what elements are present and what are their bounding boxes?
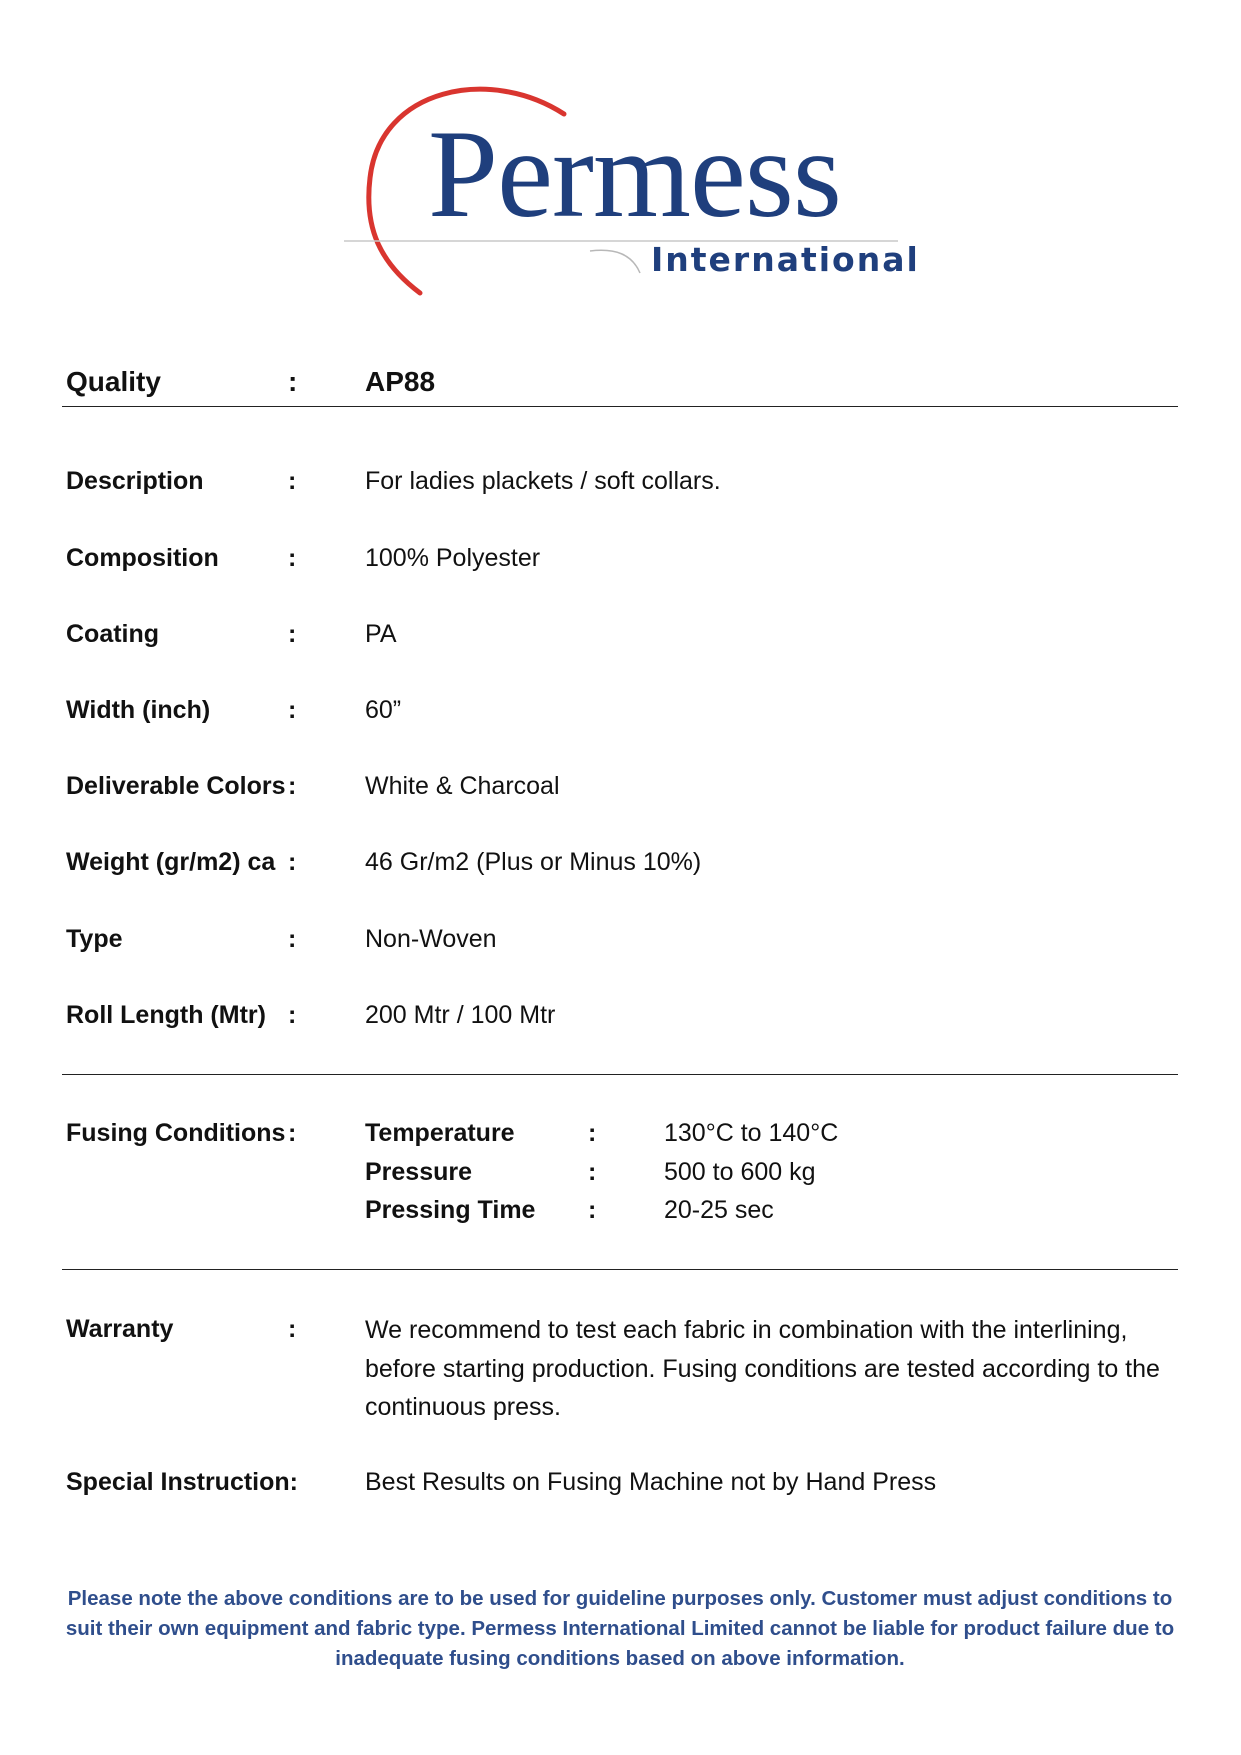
spec-row-width: [0, 692, 1241, 728]
special-instruction-row: [0, 1464, 1241, 1500]
warranty-label: Warranty: [66, 1315, 174, 1343]
spec-value: 60”: [365, 696, 402, 724]
spec-value: White & Charcoal: [365, 772, 560, 800]
fusing-item-label: Pressing Time: [365, 1196, 536, 1224]
divider-middle: [62, 1074, 1178, 1075]
spec-row-coating: [0, 616, 1241, 652]
quality-value: AP88: [365, 366, 436, 397]
fusing-item-colon: :: [588, 1119, 597, 1147]
quality-label: Quality: [66, 366, 161, 397]
spec-colon: :: [288, 696, 297, 724]
spec-label: Description: [66, 467, 204, 495]
logo-name: Permess: [428, 105, 841, 244]
special-instruction-label: Special Instruction:: [66, 1468, 298, 1496]
divider-top: [62, 406, 1178, 407]
spec-label: Coating: [66, 620, 160, 648]
quality-colon: :: [288, 366, 298, 397]
spec-label: Roll Length (Mtr): [66, 1001, 266, 1029]
fusing-item-colon: :: [588, 1158, 597, 1186]
quality-row: [0, 364, 1241, 400]
fusing-row: [0, 1115, 1241, 1151]
spec-label: Deliverable Colors: [66, 772, 286, 800]
fusing-colon: :: [288, 1119, 297, 1147]
fusing-label: Fusing Conditions: [66, 1119, 286, 1147]
spec-label: Width (inch): [66, 696, 211, 724]
spec-colon: :: [288, 467, 297, 495]
special-instruction-text: Best Results on Fusing Machine not by Hand Press: [365, 1468, 937, 1496]
spec-colon: :: [288, 1001, 297, 1029]
spec-label: Type: [66, 925, 123, 953]
fusing-item-value: 500 to 600 kg: [664, 1158, 816, 1186]
spec-label: Weight (gr/m2) ca: [66, 848, 276, 876]
spec-colon: :: [288, 544, 297, 572]
spec-value: For ladies plackets / soft collars.: [365, 467, 721, 495]
spec-colon: :: [288, 848, 297, 876]
fusing-item-label: Temperature: [365, 1119, 515, 1147]
spec-value: Non-Woven: [365, 925, 497, 953]
spec-row-description: [0, 463, 1241, 499]
spec-row-composition: [0, 540, 1241, 576]
spec-value: 46 Gr/m2 (Plus or Minus 10%): [365, 848, 702, 876]
spec-colon: :: [288, 772, 297, 800]
spec-row-type: [0, 921, 1241, 957]
fusing-item-colon: :: [588, 1196, 597, 1224]
spec-row-weight: [0, 844, 1241, 880]
spec-label: Composition: [66, 544, 219, 572]
spec-row-roll-length: [0, 997, 1241, 1033]
warranty-text: We recommend to test each fabric in combination with the interlining, before starting production. Fusing conditions are tested according to the continuous press.: [365, 1316, 1160, 1421]
logo-subtitle: International: [651, 240, 920, 279]
divider-bottom: [62, 1269, 1178, 1270]
spec-value: PA: [365, 620, 397, 648]
spec-value: 200 Mtr / 100 Mtr: [365, 1001, 556, 1029]
permess-logo: [340, 78, 920, 308]
fusing-item-label: Pressure: [365, 1158, 473, 1186]
spec-colon: :: [288, 620, 297, 648]
warranty-colon: :: [288, 1315, 297, 1343]
spec-row-colors: [0, 768, 1241, 804]
fusing-item-value: 20-25 sec: [664, 1196, 774, 1224]
fusing-item-value: 130°C to 140°C: [664, 1119, 839, 1147]
footer-disclaimer: Please note the above conditions are to be used for guideline purposes only. Customer must adjust conditions to suit their own equipment and fabric type. Permess International Limited cannot be liable for product failure due to inadequate fusing conditions based on above information.: [65, 1587, 1175, 1670]
spec-value: 100% Polyester: [365, 544, 541, 572]
spec-colon: :: [288, 925, 297, 953]
